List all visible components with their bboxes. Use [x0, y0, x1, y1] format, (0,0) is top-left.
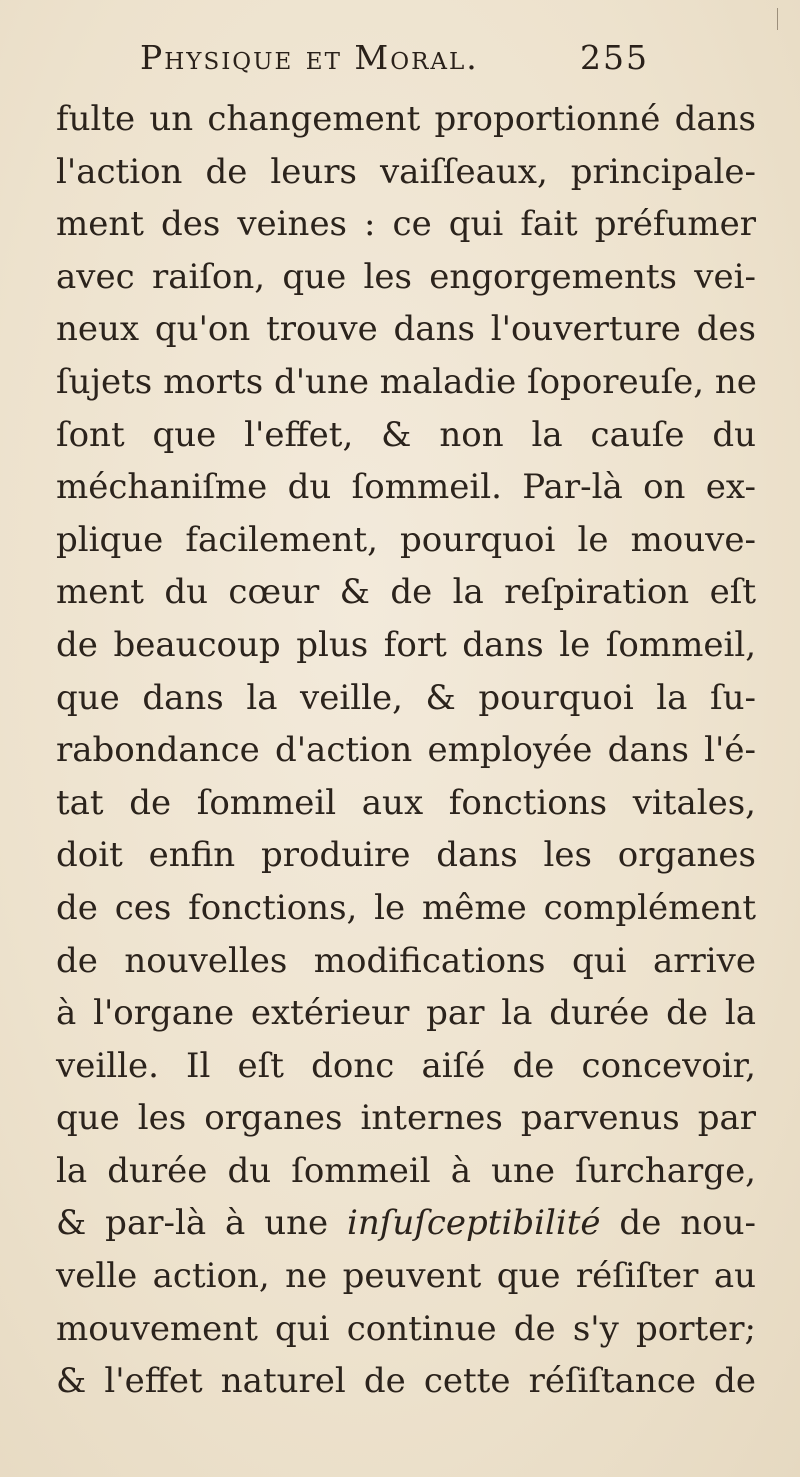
text-line: ment du cœur & de la reſpiration eſt	[56, 572, 756, 613]
text-line: avec raiſon, que les engorgements vei-	[56, 256, 756, 297]
text-line: méchaniſme du ſommeil. Par-là on ex-	[56, 467, 756, 508]
text-line: ſont que l'effet, & non la cauſe du	[56, 414, 756, 455]
page-edge-mark	[777, 8, 778, 30]
text-line: à l'organe extérieur par la durée de la	[56, 993, 756, 1034]
running-head	[140, 38, 649, 77]
text-fragment: & par-là à une	[56, 1203, 348, 1244]
text-line-with-italic	[56, 1197, 756, 1250]
text-line: veille. Il eſt donc aiſé de concevoir,	[56, 1045, 756, 1086]
text-line: de ces fonctions, le même complément	[56, 887, 756, 928]
text-line: neux qu'on trouve dans l'ouverture des	[56, 309, 756, 350]
text-fragment: de nou-	[600, 1203, 756, 1244]
text-line: la durée du ſommeil à une ſurcharge,	[56, 1150, 756, 1191]
text-line: que dans la veille, & pourquoi la ſu-	[56, 677, 756, 718]
text-line: fulte un changement proportionné dans	[56, 99, 756, 139]
text-line: mouvement qui continue de s'y porter;	[56, 1308, 756, 1349]
text-line: doit enfin produire dans les organes	[56, 835, 756, 876]
text-line: & l'effet naturel de cette réſiſtance de	[56, 1361, 756, 1402]
text-line: ſujets morts d'une maladie ſoporeuſe, ne	[56, 361, 757, 402]
text-line: l'action de leurs vaiſſeaux, principale-	[56, 151, 756, 192]
text-line: de beaucoup plus fort dans le ſommeil,	[56, 624, 756, 665]
page-number: 255	[580, 38, 649, 77]
text-line: de nouvelles modifications qui arrive	[56, 940, 756, 981]
italic-word: inſuſceptibilité	[347, 1203, 601, 1244]
body-text	[56, 93, 756, 1408]
text-line: tat de ſommeil aux fonctions vitales,	[56, 782, 756, 823]
text-line: ment des veines : ce qui fait préfumer	[56, 204, 756, 245]
text-line: velle action, ne peuvent que réſiſter au	[56, 1256, 756, 1297]
text-line: que les organes internes parvenus par	[56, 1098, 756, 1139]
text-line: rabondance d'action employée dans l'é-	[56, 730, 756, 771]
text-line: plique facilement, pourquoi le mouve-	[56, 519, 756, 560]
running-head-title: Physique et Moral.	[140, 38, 479, 77]
